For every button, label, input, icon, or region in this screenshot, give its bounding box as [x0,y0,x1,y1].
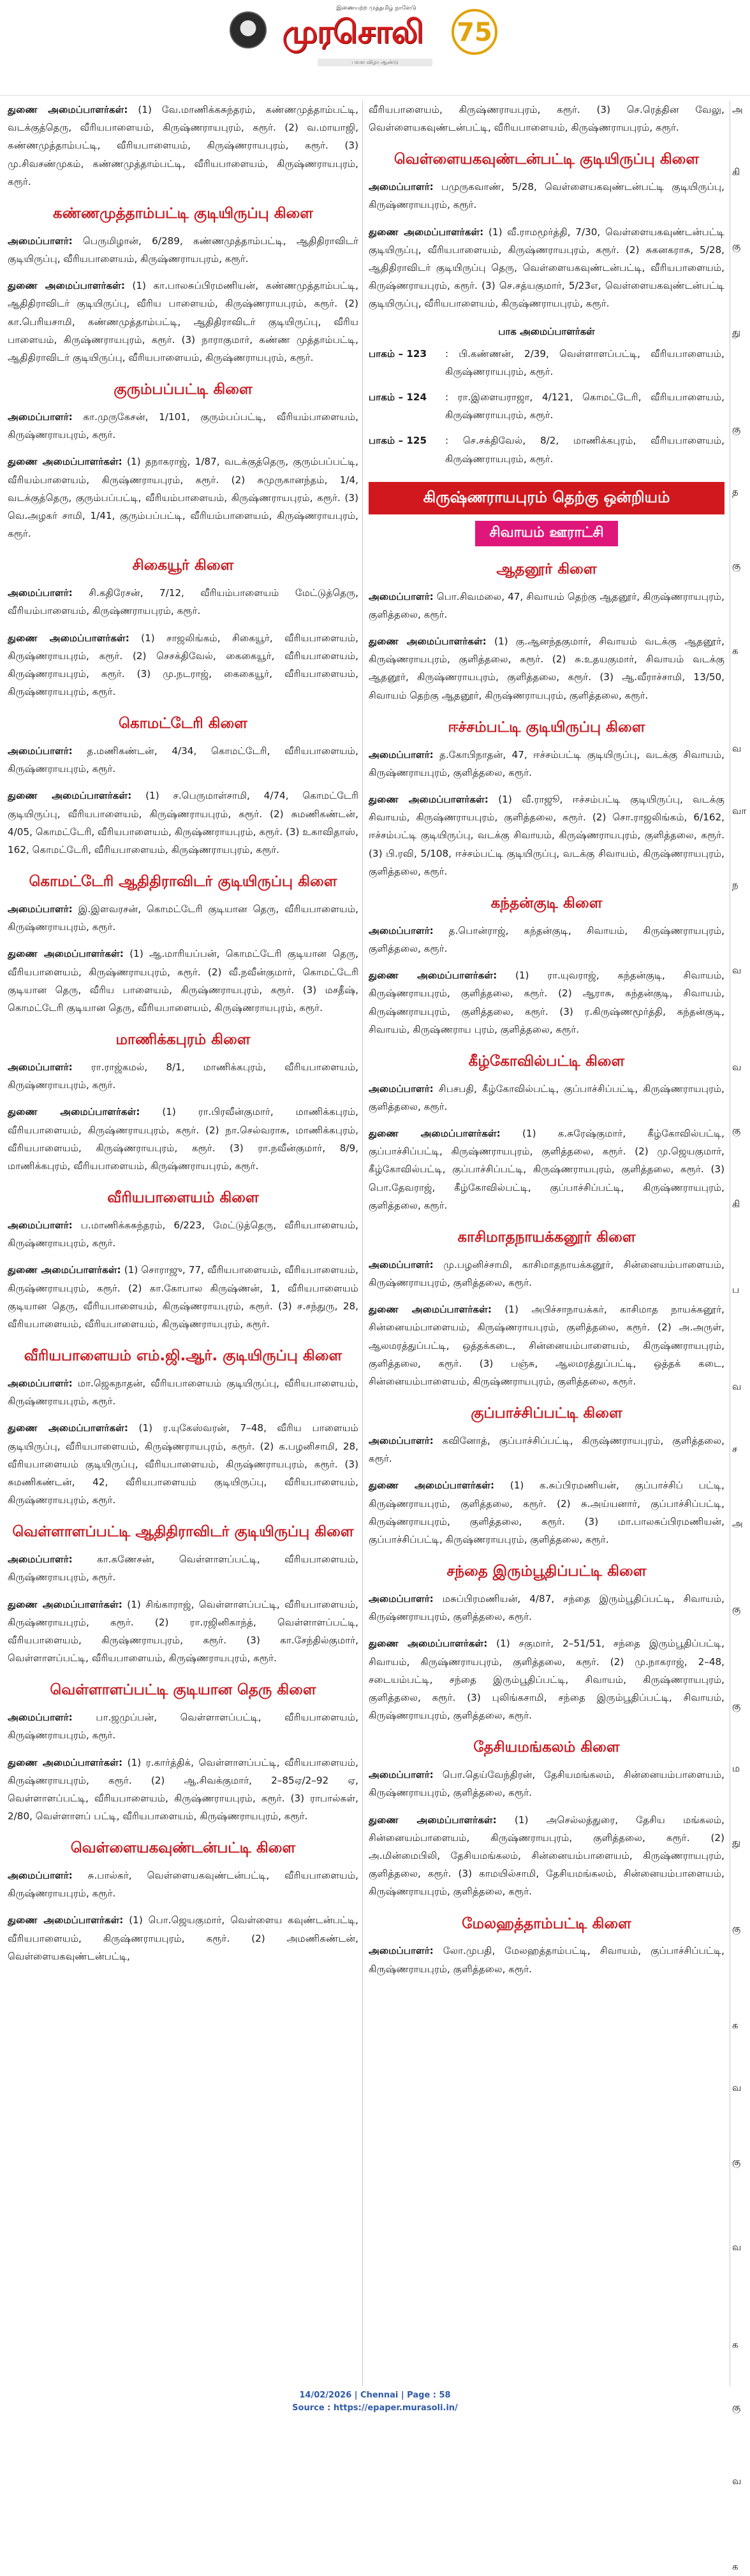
cropped-text-fragment: கு [732,423,741,435]
cropped-text-fragment: கு [732,1700,741,1712]
booth-number: பாகம் – 125 [369,435,427,447]
section-subheading: பாக அமைப்பாளர்கள் [498,325,595,337]
role-label: துணை அமைப்பாளர்கள்: [369,1304,492,1316]
member-text: த.பொன்ராஜ், கந்தன்குடி, சிவாயம், கிருஷ்ணராயபுரம், குளித்தலை, கரூர். [369,924,724,954]
role-label: அமைப்பாளர்: [8,235,73,247]
member-paragraph [369,1766,724,1801]
branch-title: வெள்ளாளப்பட்டி ஆதிதிராவிடர் குடியிருப்பு கிளை [12,1524,354,1541]
member-paragraph [8,453,358,542]
branch-title: காசிமாதநாயக்கனூர் கிளை [457,1229,636,1246]
role-label: துணை அமைப்பாளர்கள்: [8,1264,121,1276]
member-text: (1) கு.ஆனந்தகுமார், சிவாயம் வடக்கு ஆதனூர், கிருஷ்ணராயபுரம், குளித்தலை, கரூர். (2) சு.உதயகுமார், சிவாயம் வடக்கு ஆதனூர், கிருஷ்ணராயபுரம், குளித்தலை, கரூர். (3) ஆ.வீராச்சாமி, 13/50, சிவாயம் தெற்கு ஆதனூர், கிருஷ்ணராயபுரம், குளித்தலை, கரூர். [369,635,724,701]
member-text: லோ.முபதி, மேலஹத்தாம்பட்டி, சிவாயம், குப்பாச்சிப்பட்டி, கிருஷ்ணராயபுரம், குளித்தலை, கரூர். [369,1945,724,1975]
member-text: (1) சிங்காராஜ், வெள்ளாளப்பட்டி, வீரியபாளையம், கிருஷ்ணராயபுரம், கரூர். (2) ரா.ரஜினிகாந்த், வெள்ளாளப்பட்டி, வீரியபாளையம், கிருஷ்ணராயபுரம், கரூர். (3) கா.சேந்தில்குமார், வெள்ளாளப்பட்டி, வீரியபாளையம், கிருஷ்ணராயபுரம், கரூர். [8,1598,359,1664]
branch-title: வெள்ளையகவுண்டன்பட்டி கிளை [70,1840,296,1857]
member-paragraph [369,223,724,313]
member-text: (1) கா.பாலசுப்பிரமணியன், கண்ணமுத்தாம்பட்டி, ஆதிதிராவிடர் குடியிருப்பு, வீரிய பாளையம், கிருஷ்ணராயபுரம், கரூர். (2) கா.பெரியசாமி, கண்ணமுத்தாம்பட்டி, ஆதிதிராவிடர் குடியிருப்பு, வீரிய பாளையம், கிருஷ்ணராயபுரம், கரூர். (3) நாராகுமார், கண்ண முத்தாம்பட்டி, ஆதிதிராவிடர் குடியிருப்பு, வீரியபாளையம், கிருஷ்ணராயபுரம், கரூர். [8,280,358,363]
member-text: (1) பொ.ஜெயகுமார், வெள்ளைய கவுண்டன்பட்டி, வீரியபாளையம், கிருஷ்ணராயபுரம், கரூர். (2) அமணிகண்டன், வெள்ளையகவுண்டன்பட்டி, [8,1914,358,1962]
role-label: அமைப்பாளர்: [369,1435,434,1446]
role-label: அமைப்பாளர்: [369,1945,434,1957]
role-label: துணை அமைப்பாளர்கள்: [8,1756,123,1768]
branch-title: ஆதனூர் கிளை [496,560,597,578]
member-text: (1) சகுமார், 2–51/51, சந்தை இரும்பூதிப்பட்டி, சிவாயம், கிருஷ்ணராயபுரம், குளித்தலை, கரூர். (2) மு.நாகராஜ், 2–48, சடையம்பட்டி, சந்தை இரும்பூதிப்பட்டி, சிவாயம், கிருஷ்ணராயபுரம், குளித்தலை, கரூர். (3) புலிங்கசாமி, சந்தை இரும்பூதிப்பட்டி, சிவாயம், கிருஷ்ணராயபுரம், குளித்தலை, கரூர். [369,1638,724,1722]
role-label: அமைப்பாளர்: [8,1554,73,1566]
role-label: துணை அமைப்பாளர்கள்: [8,280,125,292]
cropped-text-fragment: க [732,2338,739,2350]
member-paragraph [8,277,358,367]
role-label: அமைப்பாளர்: [8,411,73,423]
cropped-text-fragment: அ [732,1517,743,1529]
role-label: அமைப்பாளர்: [369,924,434,936]
cropped-text-fragment: கு [732,1603,741,1615]
member-text: த.மணிகண்டன், 4/34, கொமட்டேரி, வீரியபாளையம், கிருஷ்ணராயபுரம், கரூர். [8,745,358,775]
cropped-text-fragment: வ [732,1061,742,1073]
role-label: அமைப்பாளர்: [369,1082,434,1095]
member-text: ப.மாணிக்கசுந்தரம், 6/223, மேட்டுத்தெரு, வீரியபாளையம், கிருஷ்ணராயபுரம், கரூர். [8,1219,358,1249]
role-label: அமைப்பாளர்: [8,1061,73,1073]
member-text: சி.கதிரேசன், 7/12, வீரியம்பாளையம் மேட்டுத்தெரு, வீரியம்பாளையம், கிருஷ்ணராயபுரம், கரூர். [8,587,358,617]
branch-title: கொமட்டேரி ஆதிதிராவிடர் குடியிருப்பு கிளை [29,873,337,891]
cropped-text-fragment: கி [732,1198,740,1210]
role-label: துணை அமைப்பாளர்கள்: [369,226,484,238]
cropped-text-fragment: கு [732,2156,741,2168]
role-label: அமைப்பாளர்: [369,748,434,760]
role-label: துணை அமைப்பாளர்கள்: [369,1638,488,1650]
branch-title: கண்ணமுத்தாம்பட்டி குடியிருப்பு கிளை [52,205,314,222]
member-text: சு.பால்கர், வெள்ளையகவுண்டன்பட்டி, வீரியபாளையம், கிருஷ்ணராயபுரம், கரூர். [8,1870,358,1900]
member-paragraph [8,1216,358,1252]
member-text: (1) ரா.பிரவீன்குமார், மாணிக்கபுரம், வீரியபாளையம், கிருஷ்ணராயபுரம், கரூர். (2) நா.செல்வராசு, மாணிக்கபுரம், வீரியபாளையம், கிருஷ்ணராயபுரம், கரூர். (3) ரா.நவீன்குமார், 8/9, மாணிக்கபுரம், வீரியபாளையம், கிருஷ்ணராயபுரம், கரூர். [8,1106,358,1172]
member-text: பமுருகவாண், 5/28, வெள்ளையகவுண்டன்பட்டி குடியிருப்பு, கிருஷ்ணராயபுரம், கரூர். [369,181,724,211]
role-label: துணை அமைப்பாளர்கள்: [369,970,497,982]
role-label: துணை அமைப்பாளர்கள்: [8,104,128,115]
booth-member: : செ.சக்திவேல், 8/2, மாணிக்கபுரம், வீரியபாளையம், கிருஷ்ணராயபுரம், கரூர். [445,435,724,465]
role-label: துணை அமைப்பாளர்கள்: [8,1422,128,1434]
member-text: (1) தநாகராஜ், 1/87, வடக்குத்தெரு, குரும்பப்பட்டி, வீரியம்பாளையம், கிருஷ்ணராயபுரம், கரூர். (2) சுமுருகானந்தம், 1/4, வடக்குத்தெரு, குரும்பப்பட்டி, வீரியம்பாளையம், கிருஷ்ணராயபுரம், கரூர். (3) வெ.அழகர் சாமி, 1/41, குரும்பப்பட்டி, வீரியம்பாளையம், கிருஷ்ணராயபுரம், கரூர். [8,456,359,540]
cropped-text-fragment: த [732,486,739,498]
member-paragraph [8,1911,358,1965]
member-paragraph [369,1300,724,1390]
member-text: பொ.தெய்வேந்திரன், தேசியமங்கலம், சின்னையம்பாளையம், கிருஷ்ணராயபுரம், குளித்தலை, கரூர். [369,1769,724,1799]
member-text: (1) அசெல்லத்துரை, தேசிய மங்கலம், சின்னையம்பாளையம், கிருஷ்ணராயபுரம், குளித்தலை, கரூர். (2) அ.மின்மைபிலி, தேசியமங்கலம், சின்னையம்பாளையம், கிருஷ்ணராயபுரம், குளித்தலை, கரூர். (3) காமயில்சாமி, தேசியமங்கலம், சின்னையம்பாளையம், கிருஷ்ணராயபுரம், குளித்தலை, கரூர். [369,1814,724,1898]
member-paragraph [369,1942,724,1977]
role-label: அமைப்பாளர்: [8,1870,73,1882]
member-paragraph [369,922,724,957]
booth-number: பாகம் – 124 [369,391,427,403]
role-label: துணை அமைப்பாளர்கள்: [8,456,122,468]
member-text: பெருமிழான், 6/289, கண்ணமுத்தாம்பட்டி, ஆதிதிராவிடர் குடியிருப்பு, வீரியபாளையம், கிருஷ்ணராயபுரம், கரூர். [8,235,358,265]
cropped-text-fragment: வ [732,742,742,754]
footer-date-page: 14/02/2026 | Chennai | Page : 58 [299,2390,451,2400]
booth-row [369,345,724,381]
member-text: (1) சொராஜு, 77, வீரியபாளையம், வீரியபாளையம், கிருஷ்ணராயபுரம், கரூர். (2) கா.கோபால கிருஷ்ணன், 1, வீரியபாளையம் குடியான தெரு, வீரியபாளையம், கிருஷ்ணராயபுரம், கரூர். (3) ச.சந்துரு, 28, வீரியபாளையம், வீரியபாளையம், கிருஷ்ணராயபுரம், கரூர். [8,1264,358,1330]
member-paragraph [8,1058,358,1094]
branch-title: குப்பாச்சிப்பட்டி கிளை [471,1405,622,1422]
cropped-text-fragment: து [732,1837,741,1849]
role-label: துணை அமைப்பாளர்கள்: [8,948,124,960]
role-label: அமைப்பாளர்: [369,1592,434,1605]
member-paragraph [8,629,358,701]
page-footer [0,2389,750,2415]
branch-title: குரும்பப்பட்டி கிளை [114,381,253,398]
member-text: ரா.ராஜ்கமல், 8/1, மாணிக்கபுரம், வீரியபாளையம், கிருஷ்ணராயபுரம், கரூர். [8,1061,358,1091]
member-text: (1) ச.பெருமாள்சாமி, 4/74, கொமட்டேரி குடியிருப்பு, வீரியபாளையம், கிருஷ்ணராயபுரம், கரூர். (2) சுமணிகண்டன், 4/05, கொமட்டேரி, வீரியபாளையம், கிருஷ்ணராயபுரம், கரூர். (3) உகாவிதாஸ், 162, கொமட்டேரி, வீரியபாளையம், கிருஷ்ணராயபுரம், கரூர். [8,790,359,856]
member-paragraph [8,1374,358,1410]
cropped-text-fragment: கு [732,1124,741,1136]
booth-member: : பி.கண்ணன், 2/39, வெள்ளாளப்பட்டி, வீரியபாளையம், கிருஷ்ணராயபுரம், கரூர். [445,347,724,377]
role-label: துணை அமைப்பாளர்கள்: [8,1914,124,1926]
cropped-text-fragment: வ [732,2475,742,2487]
cropped-text-fragment: வ [732,2241,742,2253]
branch-title: கீழ்கோவில்பட்டி கிளை [468,1052,625,1070]
cropped-text-fragment: கு [732,560,741,572]
branch-title: வெள்ளாளப்பட்டி குடியான தெரு கிளை [50,1682,316,1699]
member-paragraph [8,101,358,191]
member-text: (1) ர.கார்த்திக், வெள்ளாளப்பட்டி, வீரியபாளையம், கிருஷ்ணராயபுரம், கரூர். (2) ஆ.சிவக்குமார், 2–85ஏ/2–92 ஏ, வெள்ளாளப்பட்டி, வீரியபாளையம், கிருஷ்ணராயபுரம், கரூர். (3) ராபால்கள், 2/80, வெள்ளாளப் பட்டி, வீரியபாளையம், கிருஷ்ணராயபுரம், கரூர். [8,1756,359,1823]
branch-title: மேலஹத்தாம்பட்டி கிளை [462,1915,631,1932]
branch-title: வீரியபாளையம் எம்.ஜி.ஆர். குடியிருப்பு கிளை [24,1348,342,1365]
member-text: கா.முருகேசன், 1/101, குரும்பப்பட்டி, வீரியம்பாளையம், கிருஷ்ணராயபுரம், கரூர். [8,411,358,441]
member-text: வீரியபாளையம், கிருஷ்ணராயபுரம், கரூர். (3) செ.ரெத்தின வேலு, வெள்ளையகவுண்டன்பட்டி, வீரியபாளையம், கிருஷ்ணராயபுரம், கரூர். [369,104,724,134]
role-label: அமைப்பாளர்: [369,181,434,193]
cropped-text-fragment: ந [732,879,739,891]
member-paragraph [369,1811,724,1901]
role-label: துணை அமைப்பாளர்கள்: [8,790,132,802]
cropped-text-fragment: கு [732,240,741,252]
member-paragraph [8,1596,358,1668]
member-paragraph [8,1550,358,1586]
member-text: (1) வீ.ராமமூர்த்தி, 7/30, வெள்ளையகவுண்டன்பட்டி குடியிருப்பு, வீரியபாளையம், கிருஷ்ணராயபுரம், கரூர். (2) சுகனகராசு, 5/28, ஆதிதிராவிடர் குடியிருப்பு தெரு, வெள்ளையகவுண்டன்பட்டி, வீரியபாளையம், கிருஷ்ணராயபுரம், கரூர். (3) செ.சத்யகுமார், 5/23எ, வெள்ளையகவுண்டன்பட்டி குடியிருப்பு, வீரியபாளையம், கிருஷ்ணராயபுரம், கரூர். [369,226,724,310]
booth-row [369,432,724,467]
member-paragraph [8,742,358,778]
panchayat-banner: சிவாயம் ஊராட்சி [475,521,617,546]
branch-title: கந்தன்குடி கிளை [490,894,603,912]
member-text: (1) வே.மாணிக்கசுந்தரம், கண்ணமுத்தாம்பட்டி, வடக்குத்தெரு, வீரியபாளையம், கிருஷ்ணராயபுரம், கரூர். (2) வ.மாயாஜி, கண்ணமுத்தாம்பட்டி, வீரியபாளையம், கிருஷ்ணராயபுரம், கரூர். (3) மு.சிவசண்முகம், கண்ணமுத்தாம்பட்டி, வீரியபாளையம், கிருஷ்ணராயபுரம், கரூர். [8,104,359,187]
member-text: (1) ஆ.மாரியப்பன், கொமட்டேரி குடியான தெரு, வீரியபாளையம், கிருஷ்ணராயபுரம், கரூர். (2) வீ.நவீன்குமார், கொமட்டேரி குடியான தெரு, வீரிய பாளையம், கிருஷ்ணராயபுரம், கரூர். (3) மசதீஷ், கொமட்டேரி குடியான தெரு, வீரியபாளையம், கிருஷ்ணராயபுரம், கரூர். [8,948,358,1014]
branch-title: தேசியமங்கலம் கிளை [473,1739,620,1756]
branch-title: ஈச்சம்பட்டி குடியிருப்பு கிளை [448,718,645,736]
member-paragraph [8,900,358,936]
member-paragraph [369,101,724,136]
role-label: அமைப்பாளர்: [8,1712,73,1724]
member-paragraph [8,787,358,859]
member-paragraph [369,1590,724,1626]
member-paragraph [369,632,724,704]
cropped-text-fragment: அ [732,104,743,115]
member-paragraph [8,1754,358,1826]
member-text: (1) ர.யுகேஸ்வரன், 7–48, வீரிய பாளையம் குடியிருப்பு, வீரியபாளையம், கிருஷ்ணராயபுரம், கரூர். (2) க.பழனிசாமி, 28, வீரியபாளையம் குடியிருப்பு, வீரியபாளையம், கிருஷ்ணராயபுரம், கரூர். (3) சுமணிகண்டன், 42, வீரியபாளையம் குடியிருப்பு, வீரியபாளையம், கிருஷ்ணராயபுரம், கரூர். [8,1422,358,1506]
member-text: மசுப்பிரமணியன், 4/87, சந்தை இரும்பூதிப்பட்டி, சிவாயம், கிருஷ்ணராயபுரம், குளித்தலை, கரூர். [369,1592,724,1623]
member-paragraph [8,1708,358,1744]
article-column-1 [0,101,361,2386]
member-paragraph [8,945,358,1017]
role-label: துணை அமைப்பாளர்கள்: [8,632,129,644]
cropped-text-fragment: ம [732,1763,740,1775]
member-paragraph [8,408,358,444]
cropped-text-fragment: கி [732,166,740,178]
member-paragraph [8,232,358,268]
role-label: துணை அமைப்பாளர்கள்: [8,1106,140,1118]
role-label: துணை அமைப்பாளர்கள்: [8,1598,122,1610]
role-label: அமைப்பாளர்: [8,745,73,757]
anniversary-75-logo [439,6,509,59]
cropped-text-fragment: ச [732,1443,738,1455]
role-label: அமைப்பாளர்: [369,1769,434,1781]
member-paragraph [369,1476,724,1548]
masthead-sub: பவள விழா ஆண்டு [318,59,432,66]
booth-number: பாகம் – 123 [369,347,427,360]
cropped-text-fragment: து [732,326,741,338]
member-text: (1) ரா.யுவராஜ், கந்தன்குடி, சிவாயம், கிருஷ்ணராயபுரம், குளித்தலை, கரூர். (2) ஆராசு, கந்தன்குடி, சிவாயம், கிருஷ்ணராயபுரம், குளித்தலை, கரூர். (3) ர.கிருஷ்ணமூர்த்தி, கந்தன்குடி, சிவாயம், கிருஷ்ணராய புரம், குளித்தலை, கரூர். [369,970,724,1035]
member-text: பா.ஜமுப்பன், வெள்ளாளப்பட்டி, வீரியபாளையம், கிருஷ்ணராயபுரம், கரூர். [8,1712,358,1742]
cropped-text-fragment: ப [732,1284,740,1296]
emblem-icon [230,11,267,48]
column-divider [362,101,363,2386]
member-paragraph [369,790,724,880]
cropped-text-fragment: க [732,2019,739,2031]
cropped-text-fragment: வ [732,2082,742,2094]
member-text: மு.பழனிச்சாமி, காசிமாதநாயக்கனூர், சின்னையம்பாளையம், கிருஷ்ணராயபுரம், குளித்தலை, கரூர். [369,1258,724,1289]
role-label: அமைப்பாளர்: [369,1258,434,1270]
member-paragraph [369,746,724,782]
member-text: கா.கணேசன், வெள்ளாளப்பட்டி, வீரியபாளையம், கிருஷ்ணராயபுரம், கரூர். [8,1554,358,1583]
branch-title: மாணிக்கபுரம் கிளை [115,1031,251,1049]
role-label: அமைப்பாளர்: [8,1219,73,1231]
article-column-3-cropped [732,101,750,2573]
member-text: (1) வீ.ராஜூ, ஈச்சம்பட்டி குடியிருப்பு, வடக்கு சிவாயம், கிருஷ்ணராயபுரம், குளித்தலை, கரூர். (2) சொ.ராஜலிங்கம், 6/162, ஈச்சம்பட்டி குடியிருப்பு, வடக்கு சிவாயம், கிருஷ்ணராயபுரம், குளித்தலை, கரூர். (3) பி.ரவி, 5/108, ஈச்சம்பட்டி குடியிருப்பு, வடக்கு சிவாயம், கிருஷ்ணராயபுரம், குளித்தலை, கரூர். [369,793,725,877]
role-label: துணை அமைப்பாளர்கள்: [369,1814,497,1826]
branch-title: சிகையூர் கிளை [132,557,234,574]
article-column-2 [365,101,728,2386]
booth-row [369,388,724,424]
branch-title: கொமட்டேரி கிளை [118,715,247,732]
newspaper-logo: முரசொலி [282,13,423,50]
member-text: (1) க.சுரேஷ்குமார், கீழ்கோவில்பட்டி, குப்பாச்சிப்பட்டி, கிருஷ்ணராயபுரம், குளித்தலை, கரூர். (2) மு.ஜெயகுமார், கீழ்கோவில்பட்டி, குப்பாச்சிப்பட்டி, கிருஷ்ணராயபுரம், குளித்தலை, கரூர். (3) பொ.தேவராஜ், கீழ்கோவில்பட்டி, குப்பாச்சிப்பட்டி, கிருஷ்ணராயபுரம், குளித்தலை, கரூர். [369,1128,724,1211]
member-text: த.கோபிநாதன், 47, ஈச்சம்பட்டி குடியிருப்பு, வடக்கு சிவாயம், கிருஷ்ணராயபுரம், குளித்தலை, கரூர். [369,748,724,778]
member-paragraph [369,1080,724,1116]
cropped-text-fragment: வா [732,804,747,817]
branch-title: வீரியபாளையம் கிளை [107,1190,259,1207]
masthead-tagline: இணையற்ற முத்தமிழ் நாளேடு [336,5,416,11]
role-label: துணை அமைப்பாளர்கள்: [369,793,489,805]
member-paragraph [8,1103,358,1175]
member-text: சிபசபதி, கீழ்கோவில்பட்டி, குப்பாச்சிப்பட்டி, கிருஷ்ணராயபுரம், குளித்தலை, கரூர். [369,1082,724,1112]
member-paragraph [369,966,724,1038]
member-paragraph [8,1419,358,1509]
cropped-text-fragment: கு [732,1922,741,1934]
member-paragraph [369,1634,724,1724]
member-text: (1) க.சுப்பிரமணியன், குப்பாச்சிப் பட்டி, கிருஷ்ணராயபுரம், குளித்தலை, கரூர். (2) சு.அய்யனார், குப்பாச்சிப்பட்டி, கிருஷ்ணராயபுரம், குளித்தலை, கரூர். (3) மா.பாலசுப்பிரமணியன், குப்பாச்சிப்பட்டி, கிருஷ்ணராயபுரம், குளித்தலை, கரூர். [369,1480,724,1546]
anniversary-number: 75 [457,18,492,47]
member-paragraph [369,588,724,623]
member-text: பொ.சிவமலை, 47, சிவாயம் தெற்கு ஆதனூர், கிருஷ்ணராயபுரம், குளித்தலை, கரூர். [369,590,724,620]
role-label: துணை அமைப்பாளர்கள்: [369,635,487,647]
branch-title: சந்தை இரும்பூதிப்பட்டி கிளை [446,1563,647,1580]
cropped-text-fragment: க [732,645,739,657]
cropped-text-fragment: வ [732,1381,742,1393]
panchayat-banner-wrap [369,521,724,546]
member-text: (1) சாஜலிங்கம், சிகையூர், வீரியபாளையம், கிருஷ்ணராயபுரம், கரூர். (2) செசக்திவேல், கைகையூர், வீரியபாளையம், கிருஷ்ணராயபுரம், கரூர். (3) மு.நடராஜ், கைகையூர், வீரியபாளையம், கிருஷ்ணராயபுரம், கரூர். [8,632,358,698]
member-text: மா.ஜெகநாதன், வீரியபாளையம் குடியிருப்பு, வீரியபாளையம், கிருஷ்ணராயபுரம், கரூர். [8,1377,358,1408]
member-paragraph [369,178,724,214]
member-paragraph [8,1867,358,1902]
member-paragraph [8,1261,358,1333]
role-label: துணை அமைப்பாளர்கள்: [369,1480,495,1492]
booth-member: : ரா.இளையராஜா, 4/121, கொமட்டேரி, வீரியபாளையம், கிருஷ்ணராயபுரம், கரூர். [445,391,724,421]
member-paragraph [369,1124,724,1214]
member-paragraph [369,1432,724,1467]
member-paragraph [8,584,358,620]
cropped-text-fragment: க [732,2561,739,2573]
cropped-text-fragment: வ [732,964,742,977]
role-label: அமைப்பாளர்: [8,1377,73,1389]
member-text: கவினோத், குப்பாச்சிப்பட்டி, கிருஷ்ணராயபுரம், குளித்தலை, கரூர். [369,1435,724,1465]
member-text: இ.இளவரசன், கொமட்டேரி குடியான தெரு, வீரியபாளையம், கிருஷ்ணராயபுரம், கரூர். [8,903,358,933]
member-paragraph [369,1256,724,1292]
role-label: அமைப்பாளர்: [8,903,73,915]
role-label: அமைப்பாளர்: [369,590,434,602]
masthead [0,0,750,96]
member-text: (1) அபிச்சாநாயக்கர், காசிமாத நாயக்கனூர், சின்னையம்பாளையம், கிருஷ்ணராயபுரம், குளித்தலை, கரூர். (2) அ.அருள், ஆலமரத்துப்பட்டி, ஒத்தக்கடை, சின்னையம்பாளையம், கிருஷ்ணராயபுரம், குளித்தலை, கரூர். (3) பஞ்சு, ஆலமரத்துப்பட்டி, ஒத்தக் கடை, சின்னையம்பாளையம், கிருஷ்ணராயபுரம், குளித்தலை, கரூர். [369,1304,724,1388]
role-label: அமைப்பாளர்: [8,587,73,599]
cropped-text-fragment: கு [732,2401,741,2413]
branch-title: வெள்ளையகவுண்டன்பட்டி குடியிருப்பு கிளை [393,151,700,168]
role-label: துணை அமைப்பாளர்கள்: [369,1128,501,1140]
union-banner: கிருஷ்ணராயபுரம் தெற்கு ஒன்றியம் [369,482,724,514]
footer-source: Source : https://epaper.murasoli.in/ [292,2403,458,2413]
